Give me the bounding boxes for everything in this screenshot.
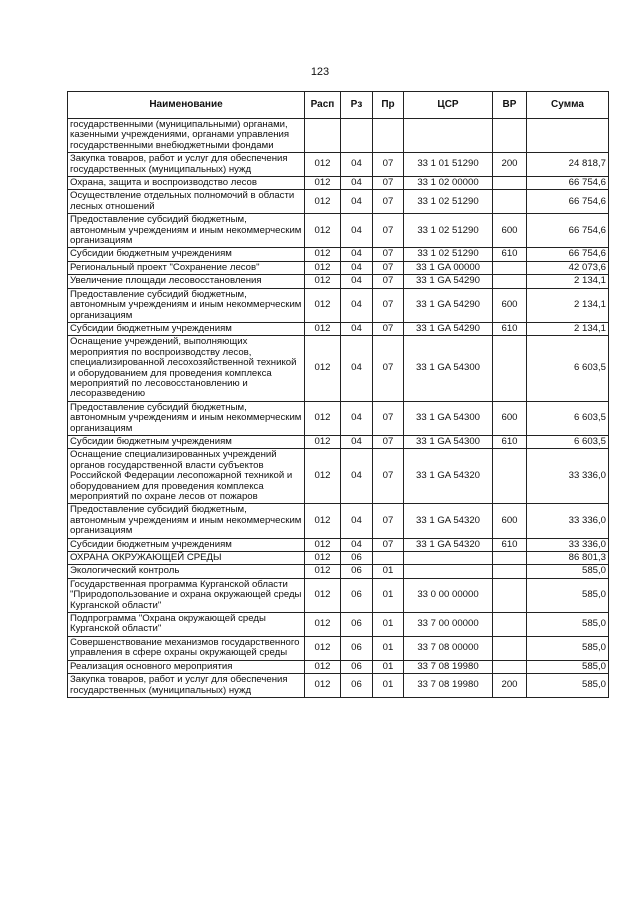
cell-csr: 33 7 08 19980 [404, 660, 493, 673]
cell-vr [493, 449, 527, 504]
cell-rz: 04 [341, 261, 373, 274]
table-body [68, 119, 609, 698]
cell-vr: 610 [493, 322, 527, 335]
cell-vr: 610 [493, 538, 527, 551]
cell-csr: 33 1 GA 54320 [404, 538, 493, 551]
cell-vr: 600 [493, 401, 527, 435]
cell-sum: 66 754,6 [527, 214, 609, 248]
cell-vr [493, 261, 527, 274]
cell-sum: 585,0 [527, 674, 609, 698]
cell-csr [404, 119, 493, 153]
table-row [68, 565, 609, 578]
cell-csr: 33 1 GA 54300 [404, 401, 493, 435]
cell-csr: 33 1 GA 54300 [404, 435, 493, 448]
cell-sum: 24 818,7 [527, 153, 609, 177]
table-row [68, 660, 609, 673]
table-row [68, 578, 609, 612]
cell-rasp: 012 [305, 660, 341, 673]
cell-name: Экологический контроль [68, 565, 305, 578]
cell-pr: 07 [373, 261, 404, 274]
cell-name: Предоставление субсидий бюджетным, автономным учреждениям и иным некоммерческим организациям [68, 288, 305, 322]
cell-rz: 06 [341, 578, 373, 612]
cell-vr [493, 636, 527, 660]
header-name: Наименование [68, 92, 305, 119]
cell-sum: 585,0 [527, 613, 609, 637]
cell-rasp: 012 [305, 288, 341, 322]
cell-pr: 07 [373, 504, 404, 538]
cell-name: государственными (муниципальными) органами, казенными учреждениями, органами управления государственными внебюджетными фондами [68, 119, 305, 153]
cell-pr: 07 [373, 336, 404, 401]
cell-rz: 04 [341, 435, 373, 448]
cell-csr: 33 1 02 51290 [404, 190, 493, 214]
page-number: 123 [310, 66, 330, 78]
cell-sum: 2 134,1 [527, 322, 609, 335]
cell-csr: 33 1 01 51290 [404, 153, 493, 177]
cell-rasp: 012 [305, 636, 341, 660]
cell-sum: 66 754,6 [527, 248, 609, 261]
cell-vr [493, 613, 527, 637]
cell-rz: 06 [341, 552, 373, 565]
cell-rasp: 012 [305, 214, 341, 248]
cell-vr [493, 660, 527, 673]
table-row [68, 275, 609, 288]
cell-csr [404, 565, 493, 578]
cell-rz: 06 [341, 613, 373, 637]
cell-name: Предоставление субсидий бюджетным, автономным учреждениям и иным некоммерческим организациям [68, 504, 305, 538]
cell-rz: 04 [341, 190, 373, 214]
cell-rasp: 012 [305, 565, 341, 578]
cell-sum [527, 119, 609, 153]
cell-vr: 600 [493, 288, 527, 322]
cell-pr: 01 [373, 565, 404, 578]
cell-rasp: 012 [305, 613, 341, 637]
cell-name: Предоставление субсидий бюджетным, автономным учреждениям и иным некоммерческим организациям [68, 214, 305, 248]
cell-sum: 2 134,1 [527, 288, 609, 322]
cell-csr: 33 1 GA 54290 [404, 288, 493, 322]
table-row [68, 674, 609, 698]
cell-vr: 600 [493, 214, 527, 248]
cell-pr: 07 [373, 275, 404, 288]
cell-name: Субсидии бюджетным учреждениям [68, 538, 305, 551]
cell-pr: 07 [373, 153, 404, 177]
cell-rasp: 012 [305, 435, 341, 448]
cell-csr: 33 7 00 00000 [404, 613, 493, 637]
cell-rasp: 012 [305, 261, 341, 274]
cell-csr: 33 1 GA 54320 [404, 504, 493, 538]
cell-sum: 33 336,0 [527, 449, 609, 504]
cell-name: Осуществление отдельных полномочий в области лесных отношений [68, 190, 305, 214]
cell-vr [493, 275, 527, 288]
cell-name: Оснащение учреждений, выполняющих мероприятия по воспроизводству лесов, специализированной лесохозяйственной техникой и оборудованием для проведения комплекса мероприятий по лесовосстановлению и лесоразведению [68, 336, 305, 401]
cell-sum: 585,0 [527, 660, 609, 673]
cell-rasp: 012 [305, 578, 341, 612]
table-row [68, 322, 609, 335]
cell-rasp: 012 [305, 449, 341, 504]
cell-name: Закупка товаров, работ и услуг для обеспечения государственных (муниципальных) нужд [68, 674, 305, 698]
cell-rz: 06 [341, 674, 373, 698]
cell-csr: 33 0 00 00000 [404, 578, 493, 612]
cell-name: Субсидии бюджетным учреждениям [68, 435, 305, 448]
budget-table [67, 91, 609, 698]
cell-rasp: 012 [305, 538, 341, 551]
cell-vr [493, 565, 527, 578]
header-sum: Сумма [527, 92, 609, 119]
cell-rasp: 012 [305, 504, 341, 538]
cell-name: ОХРАНА ОКРУЖАЮЩЕЙ СРЕДЫ [68, 552, 305, 565]
cell-pr: 01 [373, 578, 404, 612]
cell-rasp: 012 [305, 674, 341, 698]
cell-pr [373, 119, 404, 153]
cell-csr: 33 7 08 19980 [404, 674, 493, 698]
cell-vr: 610 [493, 248, 527, 261]
cell-csr: 33 1 02 51290 [404, 248, 493, 261]
cell-sum: 33 336,0 [527, 504, 609, 538]
cell-name: Подпрограмма "Охрана окружающей среды Курганской области" [68, 613, 305, 637]
table-row [68, 613, 609, 637]
cell-rz: 04 [341, 336, 373, 401]
cell-vr [493, 578, 527, 612]
cell-pr: 07 [373, 288, 404, 322]
cell-pr: 01 [373, 674, 404, 698]
cell-name: Предоставление субсидий бюджетным, автономным учреждениям и иным некоммерческим организациям [68, 401, 305, 435]
cell-vr: 200 [493, 153, 527, 177]
cell-sum: 42 073,6 [527, 261, 609, 274]
cell-rz: 04 [341, 322, 373, 335]
table-row [68, 336, 609, 401]
table-row [68, 190, 609, 214]
cell-sum: 585,0 [527, 565, 609, 578]
cell-rz: 06 [341, 565, 373, 578]
table-row [68, 119, 609, 153]
cell-csr: 33 1 02 51290 [404, 214, 493, 248]
cell-pr: 07 [373, 538, 404, 551]
cell-csr: 33 1 GA 54290 [404, 322, 493, 335]
cell-rz: 06 [341, 660, 373, 673]
cell-vr: 600 [493, 504, 527, 538]
table-row [68, 538, 609, 551]
cell-sum: 585,0 [527, 578, 609, 612]
cell-rz: 04 [341, 504, 373, 538]
cell-pr: 07 [373, 190, 404, 214]
cell-sum: 6 603,5 [527, 435, 609, 448]
cell-sum: 66 754,6 [527, 177, 609, 190]
cell-sum: 6 603,5 [527, 401, 609, 435]
cell-name: Совершенствование механизмов государственного управления в сфере охраны окружающей среды [68, 636, 305, 660]
cell-csr: 33 1 02 00000 [404, 177, 493, 190]
cell-vr [493, 190, 527, 214]
table-row [68, 449, 609, 504]
cell-vr [493, 119, 527, 153]
cell-rasp: 012 [305, 336, 341, 401]
cell-pr: 01 [373, 613, 404, 637]
table-header-row [68, 92, 609, 119]
table-row [68, 153, 609, 177]
cell-rz: 04 [341, 248, 373, 261]
table-row [68, 435, 609, 448]
cell-rz: 04 [341, 275, 373, 288]
table-row [68, 552, 609, 565]
cell-vr [493, 336, 527, 401]
header-pr: Пр [373, 92, 404, 119]
cell-rz: 06 [341, 636, 373, 660]
cell-csr: 33 7 08 00000 [404, 636, 493, 660]
cell-rz: 04 [341, 177, 373, 190]
cell-pr: 07 [373, 435, 404, 448]
cell-sum: 66 754,6 [527, 190, 609, 214]
cell-sum: 585,0 [527, 636, 609, 660]
cell-rasp [305, 119, 341, 153]
cell-name: Увеличение площади лесовосстановления [68, 275, 305, 288]
cell-pr [373, 552, 404, 565]
cell-vr [493, 177, 527, 190]
cell-rz [341, 119, 373, 153]
table-row [68, 288, 609, 322]
cell-rasp: 012 [305, 401, 341, 435]
table-row [68, 248, 609, 261]
cell-rasp: 012 [305, 177, 341, 190]
cell-csr: 33 1 GA 54320 [404, 449, 493, 504]
cell-rasp: 012 [305, 322, 341, 335]
cell-rasp: 012 [305, 153, 341, 177]
header-vr: ВР [493, 92, 527, 119]
cell-csr [404, 552, 493, 565]
cell-sum: 6 603,5 [527, 336, 609, 401]
cell-csr: 33 1 GA 54290 [404, 275, 493, 288]
cell-sum: 2 134,1 [527, 275, 609, 288]
cell-vr: 610 [493, 435, 527, 448]
cell-name: Субсидии бюджетным учреждениям [68, 322, 305, 335]
cell-name: Закупка товаров, работ и услуг для обеспечения государственных (муниципальных) нужд [68, 153, 305, 177]
cell-sum: 86 801,3 [527, 552, 609, 565]
cell-csr: 33 1 GA 54300 [404, 336, 493, 401]
cell-name: Охрана, защита и воспроизводство лесов [68, 177, 305, 190]
cell-pr: 07 [373, 177, 404, 190]
cell-rasp: 012 [305, 248, 341, 261]
cell-pr: 01 [373, 636, 404, 660]
cell-rasp: 012 [305, 275, 341, 288]
cell-rasp: 012 [305, 552, 341, 565]
table-row [68, 401, 609, 435]
cell-name: Субсидии бюджетным учреждениям [68, 248, 305, 261]
cell-rz: 04 [341, 153, 373, 177]
cell-csr: 33 1 GA 00000 [404, 261, 493, 274]
table-row [68, 261, 609, 274]
cell-rz: 04 [341, 538, 373, 551]
cell-pr: 07 [373, 214, 404, 248]
header-rz: Рз [341, 92, 373, 119]
table-row [68, 636, 609, 660]
cell-pr: 07 [373, 322, 404, 335]
cell-rasp: 012 [305, 190, 341, 214]
header-rasp: Расп [305, 92, 341, 119]
cell-name: Реализация основного мероприятия [68, 660, 305, 673]
cell-name: Государственная программа Курганской области "Природопользование и охрана окружающей среды Курганской области" [68, 578, 305, 612]
cell-pr: 07 [373, 401, 404, 435]
cell-name: Региональный проект "Сохранение лесов" [68, 261, 305, 274]
cell-pr: 07 [373, 248, 404, 261]
table-row [68, 504, 609, 538]
table-row [68, 214, 609, 248]
cell-rz: 04 [341, 288, 373, 322]
cell-sum: 33 336,0 [527, 538, 609, 551]
table-row [68, 177, 609, 190]
cell-rz: 04 [341, 401, 373, 435]
cell-vr [493, 552, 527, 565]
cell-rz: 04 [341, 449, 373, 504]
header-csr: ЦСР [404, 92, 493, 119]
cell-pr: 01 [373, 660, 404, 673]
cell-name: Оснащение специализированных учреждений органов государственной власти субъектов Российской Федерации лесопожарной техникой и оборудованием для проведения комплекса мероприятий по охране лесов от пожаров [68, 449, 305, 504]
cell-pr: 07 [373, 449, 404, 504]
cell-rz: 04 [341, 214, 373, 248]
cell-vr: 200 [493, 674, 527, 698]
